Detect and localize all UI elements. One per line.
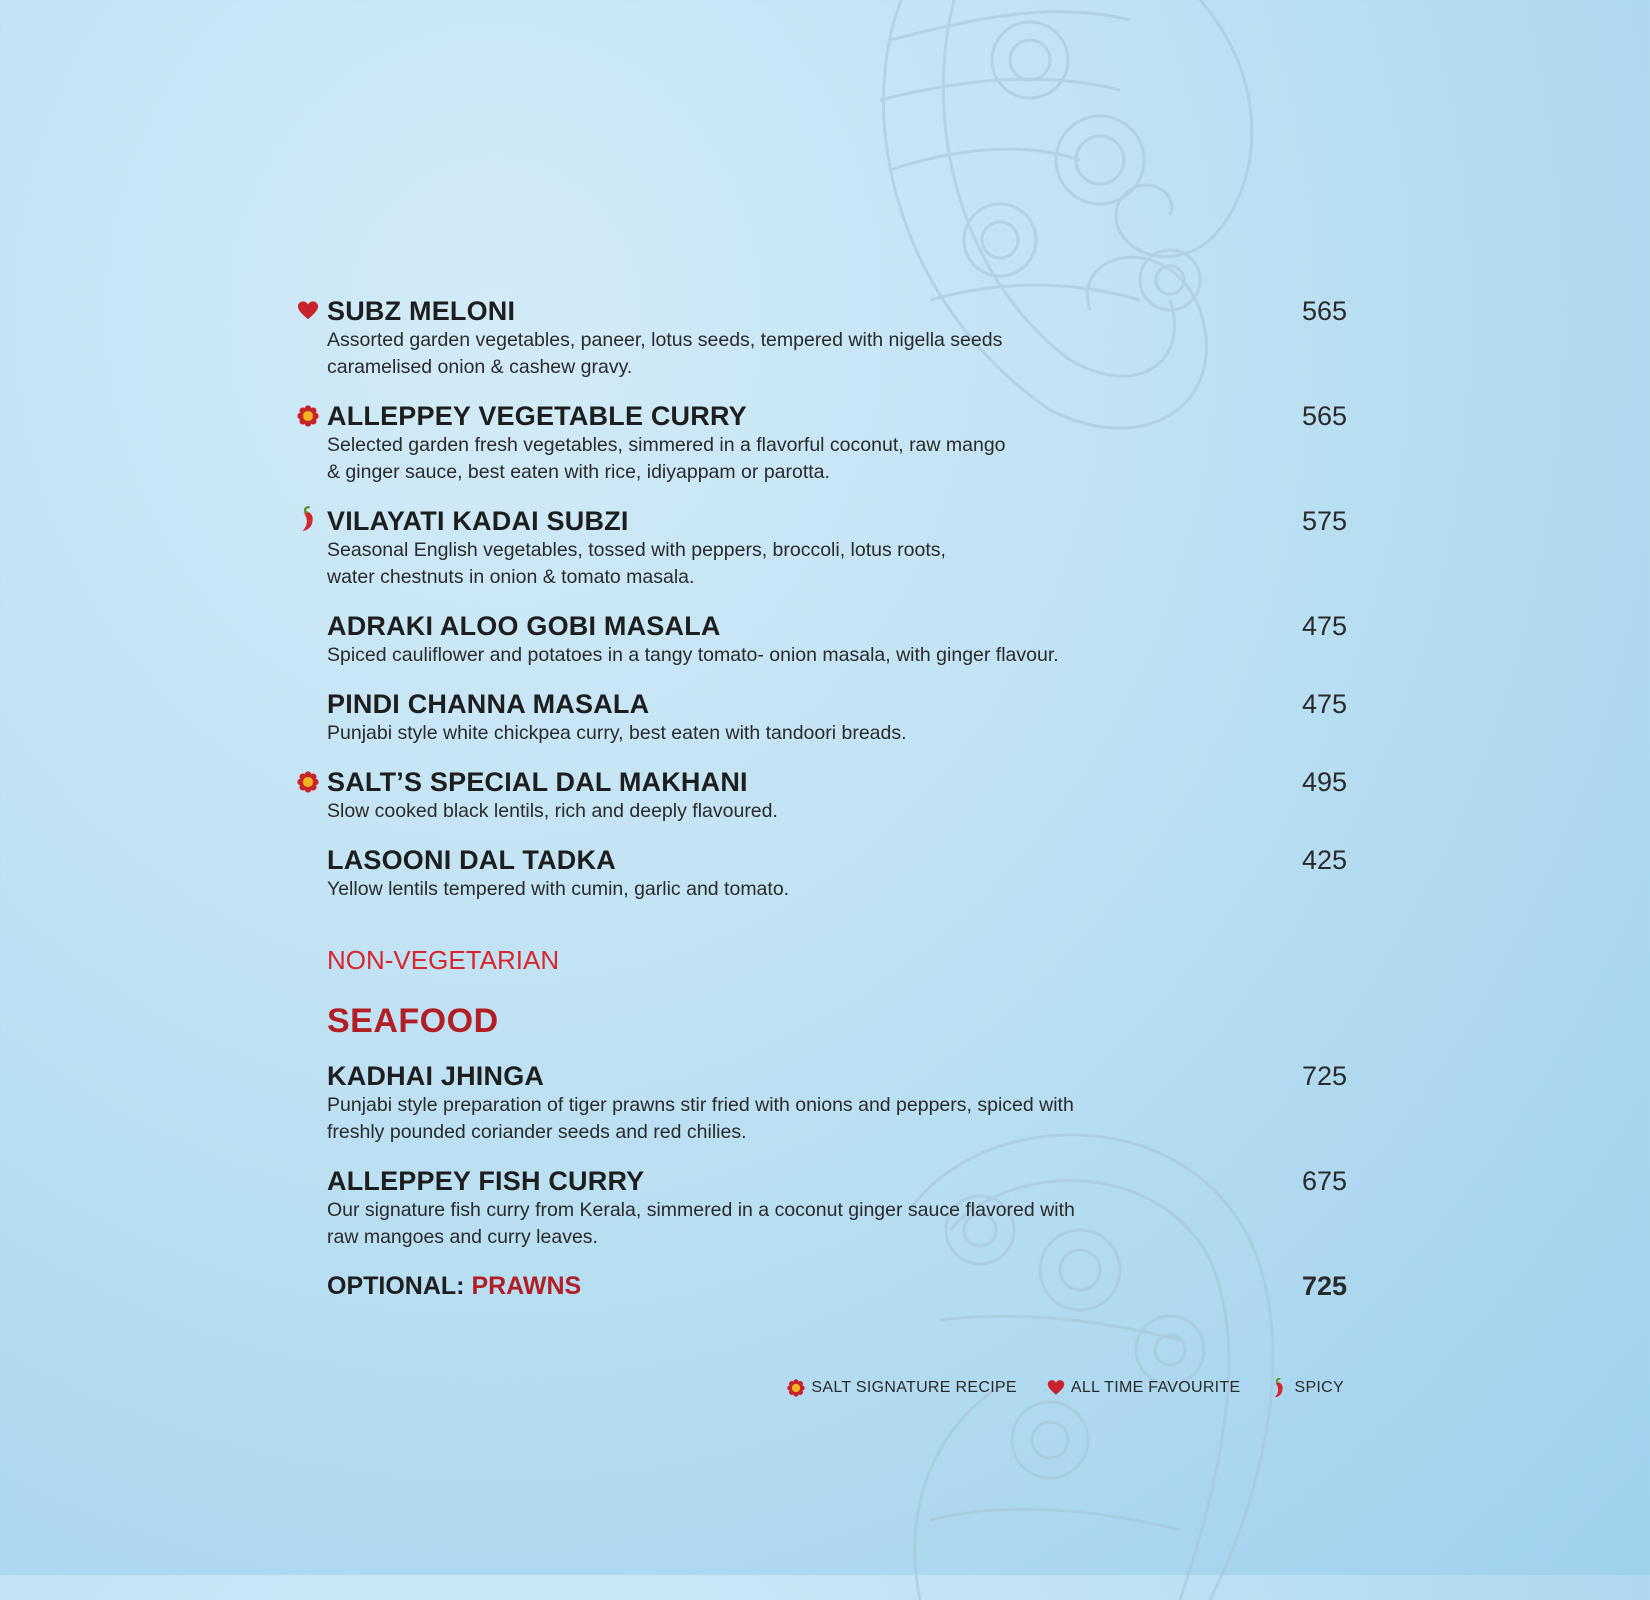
item-price: 425 [1301, 845, 1347, 875]
item-name: KADHAI JHINGA [327, 1061, 545, 1091]
item-name: SALT’S SPECIAL DAL MAKHANI [327, 767, 748, 797]
signature-flower-icon [297, 404, 319, 428]
item-description: Spiced cauliflower and potatoes in a tangy tomato- onion masala, with ginger flavour. [327, 644, 1059, 666]
signature-flower-icon [297, 770, 319, 794]
menu-item-lasooni-dal-tadka [327, 844, 1347, 903]
item-name: LASOONI DAL TADKA [327, 845, 616, 875]
menu-item-alleppey-fish-curry [327, 1165, 1347, 1251]
item-description: Selected garden fresh vegetables, simmered in a flavorful coconut, raw mango [327, 434, 1006, 456]
heart-icon [297, 299, 319, 323]
item-price: 475 [1301, 689, 1347, 719]
menu-item-alleppey-vegetable-curry [327, 400, 1347, 486]
optional-prawns-line [327, 1270, 1347, 1302]
item-description: Punjabi style preparation of tiger prawns stir fried with onions and peppers, spiced with [327, 1094, 1074, 1116]
item-description: caramelised onion & cashew gravy. [327, 356, 633, 378]
item-name: ADRAKI ALOO GOBI MASALA [327, 611, 721, 641]
item-description: & ginger sauce, best eaten with rice, idiyappam or parotta. [327, 461, 830, 483]
item-price: 495 [1301, 767, 1347, 797]
item-description: raw mangoes and curry leaves. [327, 1226, 598, 1248]
legend [787, 1378, 1344, 1398]
optional-highlight: PRAWNS [471, 1272, 582, 1300]
legend-spicy [1270, 1378, 1344, 1398]
item-description: Seasonal English vegetables, tossed with peppers, broccoli, lotus roots, [327, 539, 946, 561]
item-description: Our signature fish curry from Kerala, simmered in a coconut ginger sauce flavored with [327, 1199, 1075, 1221]
chili-icon [1270, 1378, 1288, 1398]
item-price: 475 [1301, 611, 1347, 641]
item-description: water chestnuts in onion & tomato masala. [327, 566, 695, 588]
item-price: 575 [1301, 506, 1347, 536]
signature-flower-icon [787, 1378, 805, 1398]
menu-item-vilayati-kadai-subzi [327, 505, 1347, 591]
section-title-seafood: SEAFOOD [327, 1002, 499, 1040]
legend-signature [787, 1378, 1016, 1398]
item-description: Assorted garden vegetables, paneer, lotus seeds, tempered with nigella seeds [327, 329, 1003, 351]
menu-item-subz-meloni [327, 295, 1347, 381]
item-price: 565 [1301, 296, 1347, 326]
item-price: 725 [1301, 1271, 1347, 1301]
legend-favourite [1047, 1378, 1241, 1398]
item-price: 725 [1301, 1061, 1347, 1091]
item-price: 565 [1301, 401, 1347, 431]
section-label-non-vegetarian: NON-VEGETARIAN [327, 945, 560, 975]
optional-label: OPTIONAL: [327, 1272, 465, 1300]
item-description: freshly pounded coriander seeds and red chilies. [327, 1121, 747, 1143]
legend-signature-label: SALT SIGNATURE RECIPE [811, 1379, 1017, 1396]
menu-item-pindi-channa-masala [327, 688, 1347, 747]
legend-spicy-label: SPICY [1294, 1379, 1344, 1396]
item-name: ALLEPPEY FISH CURRY [327, 1166, 645, 1196]
item-name: SUBZ MELONI [327, 296, 516, 326]
item-name: PINDI CHANNA MASALA [327, 689, 650, 719]
chili-icon [297, 505, 319, 533]
menu-item-adraki-aloo-gobi-masala [327, 610, 1347, 669]
item-name: ALLEPPEY VEGETABLE CURRY [327, 401, 747, 431]
menu-item-salts-special-dal-makhani [327, 766, 1347, 825]
menu-item-kadhai-jhinga [327, 1060, 1347, 1146]
item-name: VILAYATI KADAI SUBZI [327, 506, 629, 536]
item-price: 675 [1301, 1166, 1347, 1196]
item-description: Slow cooked black lentils, rich and deeply flavoured. [327, 800, 778, 822]
item-description: Yellow lentils tempered with cumin, garlic and tomato. [327, 878, 790, 900]
heart-icon [1047, 1378, 1065, 1398]
item-description: Punjabi style white chickpea curry, best eaten with tandoori breads. [327, 722, 907, 744]
legend-favourite-label: ALL TIME FAVOURITE [1070, 1379, 1241, 1396]
